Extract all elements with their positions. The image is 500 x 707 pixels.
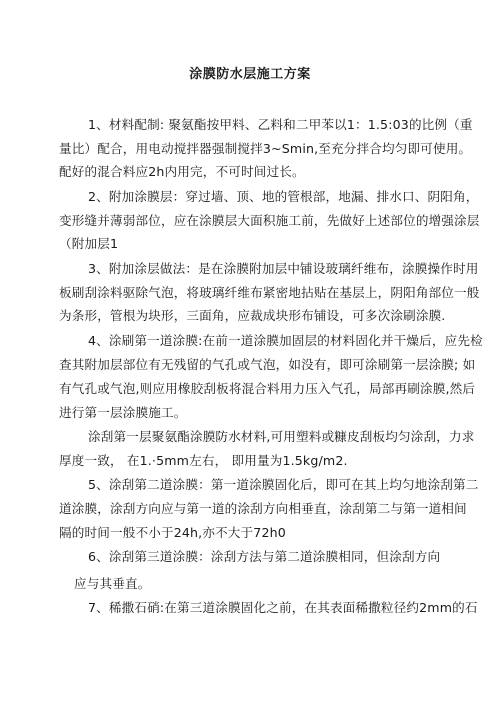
text-line: 为条形，管根为块形，三面角，应裁成块形布铺设，可多次涂刷涂膜. — [59, 308, 446, 323]
text-line: 应与其垂直。 — [74, 576, 151, 591]
text-line: 配好的混合料应2h内用完，不可时间过长。 — [59, 164, 305, 179]
text-line: 道涂膜，涂刮方向应与第一道的涂刮方向相垂直，涂刮第二与第一道相间 — [59, 501, 467, 516]
text-line: 板刷刮涂料驱除气泡，将玻璃纤维布紧密地拈贴在基层上，阴阳角部位一般 — [59, 285, 480, 300]
text-line: 2、附加涂膜层：穿过墙、顶、地的管根部，地漏、排水口、阴阳角， — [88, 189, 479, 204]
text-line: 进行第一层涂膜施工。 — [59, 405, 187, 420]
text-line: 变形缝并薄弱部位，应在涂膜层大面积施工前，先做好上述部位的增强涂层 — [59, 213, 480, 228]
document-title: 涂膜防水层施工方案 — [189, 67, 311, 82]
text-line: 隔的时间一般不小于24h,亦不大于72h0 — [59, 525, 286, 540]
text-line: 有气孔或气泡,则应用橡胶刮板将混合料用力压入气孔，局部再刷涂膜,然后 — [59, 381, 476, 396]
text-line: 涂刮第一层聚氨酯涂膜防水材料,可用塑料或糠皮刮板均匀涂刮，力求 — [88, 429, 475, 444]
text-line: 查其附加层部位有无残留的气孔或气泡，如没有，即可涂刷第一层涂膜; 如 — [59, 357, 476, 372]
text-line: 1、材料配制: 聚氨酯按甲料、乙料和二甲苯以1：1.5:03的比例（重 — [88, 117, 473, 132]
text-line: 5、涂刮第二道涂膜：第一道涂膜固化后，即可在其上均匀地涂刮第二 — [88, 477, 479, 492]
text-line: 6、涂刮第三道涂膜：涂刮方法与第二道涂膜相同，但涂刮方向 — [88, 549, 441, 564]
text-line: 厚度一致， 在1.·5mm左右， 即用量为1.5kg/m2. — [59, 453, 348, 468]
text-line: （附加层1 — [59, 236, 119, 251]
text-line: 量比）配合，用电动搅拌器强制搅拌3~Smin,至充分拌合均匀即可使用。 — [59, 141, 472, 156]
text-line: 3、附加涂层做法：是在涂膜附加层中铺设玻璃纤维布，涂膜操作时用 — [88, 261, 479, 276]
text-line: 4、涂刷第一道涂膜:在前一道涂膜加固层的材料固化并干燥后，应先检 — [88, 333, 483, 348]
text-line: 7、稀撒石硝:在第三道涂膜固化之前，在其表面稀撒粒径约2mm的石 — [88, 600, 478, 615]
